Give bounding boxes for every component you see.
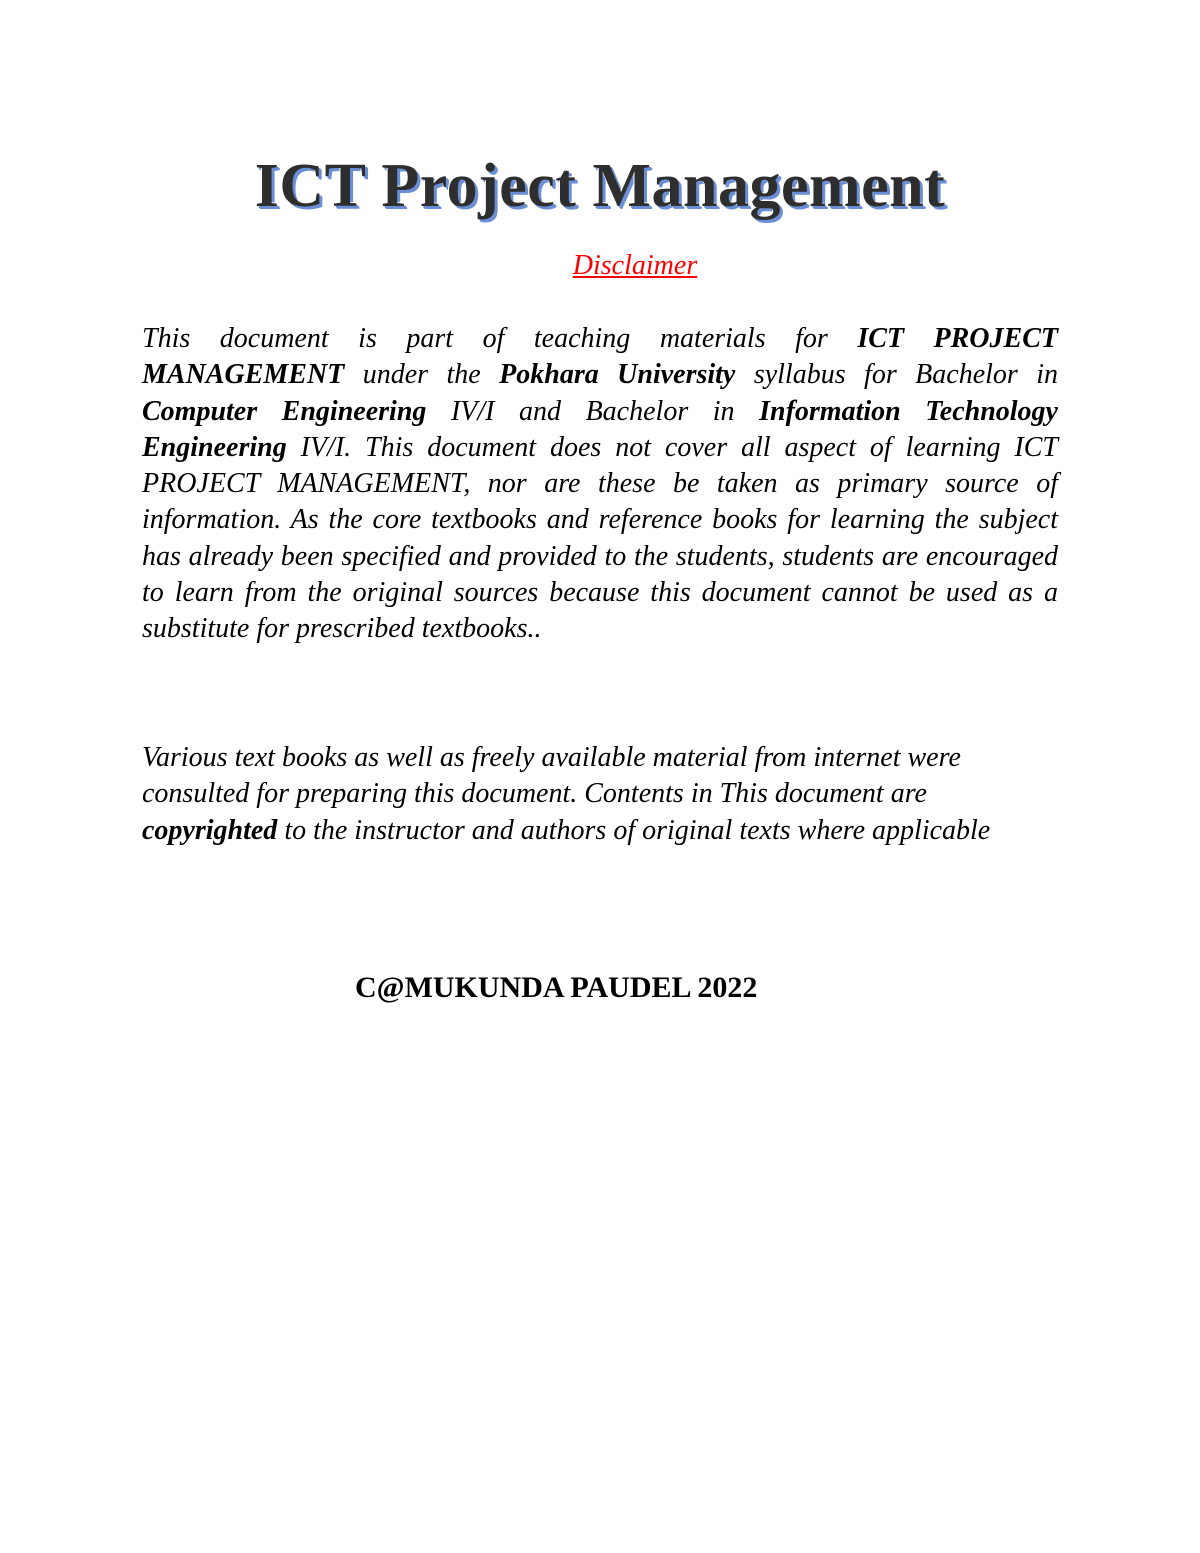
paragraph-text: IV/I and Bachelor in <box>426 395 760 427</box>
paragraph-text: syllabus for Bachelor in <box>735 359 1059 391</box>
disclaimer-paragraph <box>142 321 1058 648</box>
paragraph-emphasis: Computer Engineering <box>142 395 427 427</box>
paragraph-text: This document is part of teaching materials for <box>142 323 858 354</box>
paragraph-text: to the instructor and authors of original texts where applicable <box>277 814 991 846</box>
paragraph-emphasis: Information Technology Engineering <box>142 395 1058 463</box>
paragraph-text: under the <box>344 359 500 391</box>
document-title: ICT Project Management <box>254 152 946 220</box>
paragraph-emphasis: Pokhara University <box>499 359 736 391</box>
copyright-line: C@MUKUNDA PAUDEL 2022 <box>355 971 758 1004</box>
sources-paragraph <box>142 740 1042 849</box>
paragraph-text: Various text books as well as freely available material from internet were consulted for preparing this document. Contents in This document are <box>142 742 961 810</box>
paragraph-text: IV/I. This document does not cover all aspect of learning ICT PROJECT MANAGEMENT, nor are these be taken as primary source of information. As the core textbooks and reference books for learning the subject has already been specified and provided to the students, students are encouraged to learn from the original sources because this document cannot be used as a substitute for prescribed textbooks.. <box>142 431 1058 645</box>
paragraph-emphasis: copyrighted <box>142 814 278 846</box>
paragraph-emphasis: ICT PROJECT MANAGEMENT <box>142 323 1058 391</box>
disclaimer-heading: Disclaimer <box>572 250 698 281</box>
